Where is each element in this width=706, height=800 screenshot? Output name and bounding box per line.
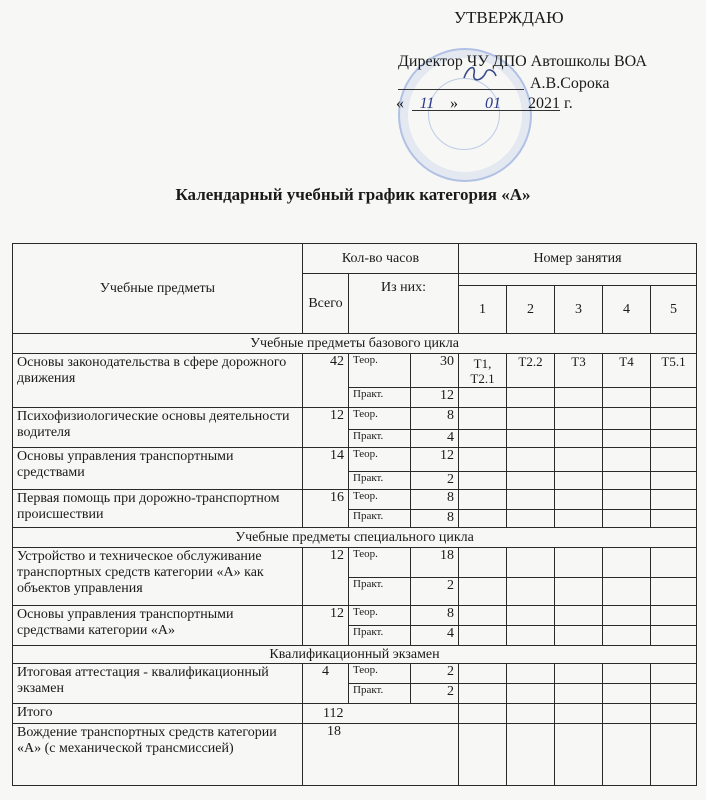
kind-theory: Теор.	[349, 664, 411, 684]
subject-name: Итоговая аттестация - квалификационный экзамен	[13, 664, 303, 704]
kind-practice: Практ.	[349, 430, 411, 448]
lesson-cell: Т2.2	[507, 354, 555, 388]
lesson-col: 1	[459, 286, 507, 334]
lesson-cell: Т1, Т2.1	[459, 354, 507, 388]
subject-name: Первая помощь при дорожно-транспортном происшествии	[13, 490, 303, 528]
page-title: Календарный учебный график категория «А»	[175, 185, 531, 204]
lesson-cell: Т3	[555, 354, 603, 388]
practice-hours: 12	[411, 388, 459, 408]
lesson-col: 5	[651, 286, 697, 334]
lesson-cell: Т5.1	[651, 354, 697, 388]
subject-name: Психофизиологические основы деятельности водителя	[13, 408, 303, 448]
lesson-col: 4	[603, 286, 651, 334]
section-title: Учебные предметы специального цикла	[13, 528, 697, 548]
theory-hours: 18	[411, 548, 459, 578]
kind-theory: Теор.	[349, 606, 411, 626]
practice-hours: 8	[411, 510, 459, 528]
section-title: Квалификационный экзамен	[13, 646, 697, 664]
theory-hours: 2	[411, 664, 459, 684]
schedule-table	[12, 243, 697, 786]
header-hours: Кол-во часов	[303, 244, 459, 274]
total-value: 112	[303, 704, 459, 724]
subject-name: Основы управления транспортными средствами	[13, 448, 303, 490]
lesson-col: 2	[507, 286, 555, 334]
subject-total: 42	[303, 354, 349, 408]
subject-total: 12	[303, 606, 349, 646]
theory-hours: 8	[411, 408, 459, 430]
approval-position: Директор ЧУ ДПО Автошколы ВОА	[398, 53, 647, 70]
theory-hours: 12	[411, 448, 459, 472]
kind-theory: Теор.	[349, 490, 411, 510]
kind-practice: Практ.	[349, 626, 411, 646]
total-label: Итого	[13, 704, 303, 724]
lesson-col: 3	[555, 286, 603, 334]
header-of-which: Из них:	[349, 274, 459, 334]
practice-hours: 4	[411, 626, 459, 646]
subject-total: 14	[303, 448, 349, 490]
header-subjects: Учебные предметы	[13, 244, 303, 334]
kind-practice: Практ.	[349, 578, 411, 606]
kind-practice: Практ.	[349, 684, 411, 704]
header-total: Всего	[303, 274, 349, 334]
approval-title: УТВЕРЖДАЮ	[454, 8, 564, 27]
header-lesson-number: Номер занятия	[459, 244, 697, 274]
kind-practice: Практ.	[349, 388, 411, 408]
theory-hours: 8	[411, 490, 459, 510]
lesson-cell: Т4	[603, 354, 651, 388]
subject-total: 16	[303, 490, 349, 528]
subject-total: 4	[303, 664, 349, 704]
approval-name: А.В.Сорока	[530, 75, 610, 92]
theory-hours: 30	[411, 354, 459, 388]
kind-theory: Теор.	[349, 408, 411, 430]
practice-hours: 2	[411, 472, 459, 490]
practice-hours: 2	[411, 684, 459, 704]
subject-total: 12	[303, 408, 349, 448]
approval-date: « 11 » 01 2021 г.	[396, 95, 573, 112]
practice-hours: 4	[411, 430, 459, 448]
driving-label: Вождение транспортных средств категории «А» (с механической трансмиссией)	[13, 724, 303, 786]
kind-theory: Теор.	[349, 448, 411, 472]
subject-name: Основы управления транспортными средствами категории «А»	[13, 606, 303, 646]
subject-total: 12	[303, 548, 349, 606]
section-title: Учебные предметы базового цикла	[13, 334, 697, 354]
driving-value: 18	[303, 724, 459, 786]
subject-name: Основы законодательства в сфере дорожного движения	[13, 354, 303, 408]
theory-hours: 8	[411, 606, 459, 626]
kind-theory: Теор.	[349, 354, 411, 388]
kind-practice: Практ.	[349, 510, 411, 528]
kind-practice: Практ.	[349, 472, 411, 490]
practice-hours: 2	[411, 578, 459, 606]
subject-name: Устройство и техническое обслуживание транспортных средств категории «А» как объектов управления	[13, 548, 303, 606]
kind-theory: Теор.	[349, 548, 411, 578]
